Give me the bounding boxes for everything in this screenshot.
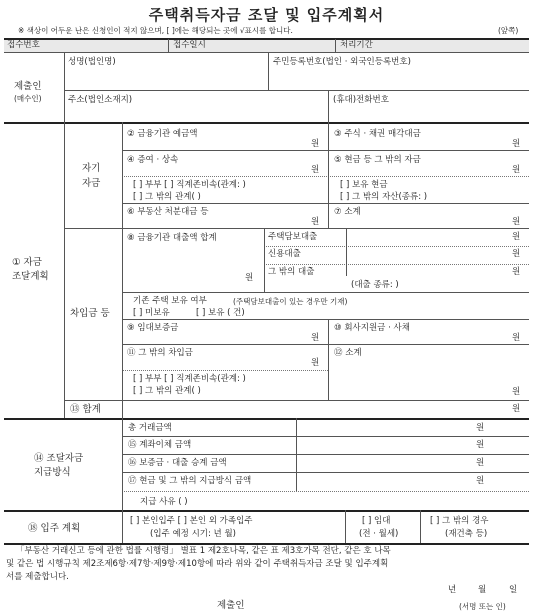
footer-submitter-label: 제출인 — [217, 600, 245, 611]
other-case-option[interactable]: [ ] 그 밖의 경우 — [430, 516, 489, 526]
submitter-bottom-border — [4, 122, 529, 124]
payment-row-4-line — [122, 491, 529, 492]
stocks-label: ③ 주식 · 채권 매각대금 — [334, 129, 421, 139]
address-phone-divider — [328, 90, 329, 122]
borrow-relation-option-1[interactable]: [ ] 부부 [ ] 직계존비속(관계: ) — [133, 374, 246, 384]
table-bottom-border — [4, 543, 529, 545]
date-day: 일 — [509, 585, 518, 595]
funding-section-label-2: 조달계획 — [12, 271, 49, 282]
other-case-sub: (재건축 등) — [445, 529, 488, 539]
cash-label: ⑤ 현금 등 그 밖의 자금 — [334, 155, 421, 165]
date-year: 년 — [448, 585, 457, 595]
property-won-unit: 원 — [311, 217, 320, 227]
payment-amount-divider — [296, 418, 297, 491]
borrowed-bottom-line — [64, 400, 529, 401]
receipt-divider-1 — [168, 39, 169, 52]
id-number-label: 주민등록번호(법인 · 외국인등록번호) — [273, 57, 411, 67]
payment-method-label-2: 지급방식 — [34, 467, 71, 478]
gift-relation-option-2[interactable]: [ ] 그 밖의 관계( ) — [133, 192, 201, 202]
mortgage-bottom-line — [264, 246, 529, 247]
lease-row-bottom-line — [122, 344, 529, 345]
page-title: 주택취득자금 조달 및 입주계획서 — [148, 6, 385, 24]
existing-house-note: (주택담보대출이 있는 경우만 기재) — [233, 297, 348, 306]
has-house-checkbox[interactable]: [ ] 보유 ( 건) — [196, 308, 245, 318]
receipt-divider-2 — [335, 39, 336, 52]
total-amount-label: 총 거래금액 — [128, 423, 172, 433]
receipt-date-label: 접수일시 — [173, 40, 206, 50]
borrowed-subtotal-won-unit: 원 — [512, 387, 521, 397]
credit-loan-label: 신용대출 — [268, 249, 301, 259]
succession-amount-label: ⑯ 보증금 · 대출 승계 금액 — [128, 458, 227, 468]
name-label: 성명(법인명) — [68, 57, 116, 67]
address-label: 주소(법인소재지) — [68, 95, 133, 105]
transfer-amount-label: ⑮ 계좌이체 금액 — [128, 440, 192, 450]
signature-field[interactable]: (서명 또는 인) — [459, 602, 506, 611]
own-funds-label: 자기 — [82, 163, 101, 174]
funding-section-label: ① 자금 — [12, 257, 42, 268]
loans-amount-divider — [346, 228, 347, 276]
own-subtotal-label: ⑦ 소계 — [334, 207, 361, 217]
move-in-plan-label: ⑱ 입주 계획 — [28, 523, 81, 534]
mortgage-label: 주택담보대출 — [268, 232, 318, 242]
payment-bottom-border — [4, 510, 529, 512]
loan-type-field[interactable]: (대출 종류: ) — [351, 280, 399, 290]
transfer-won-unit: 원 — [476, 440, 485, 450]
total-label: ⑬ 합계 — [70, 404, 101, 415]
gift-won-unit: 원 — [311, 165, 320, 175]
existing-house-bottom-line — [122, 319, 529, 320]
submitter-sublabel: (매수인) — [14, 94, 42, 103]
lease-option-sub: (전 · 월세) — [359, 529, 399, 539]
row-4-bottom-line — [122, 203, 529, 204]
payment-row-3-line — [122, 472, 529, 473]
subsection-label-divider — [122, 122, 123, 400]
row-2-bottom-line — [122, 150, 529, 151]
gift-relation-option-1[interactable]: [ ] 부부 [ ] 직계존비속(관계: ) — [133, 180, 246, 190]
gift-label: ④ 증여 · 상속 — [127, 155, 179, 165]
deposit-won-unit: 원 — [311, 139, 320, 149]
own-funds-column-divider — [328, 122, 329, 228]
stocks-won-unit: 원 — [512, 139, 521, 149]
receipt-row-background — [4, 39, 529, 52]
own-subtotal-won-unit: 원 — [512, 217, 521, 227]
loans-column-divider — [264, 228, 265, 292]
credit-loan-won-unit: 원 — [512, 249, 521, 259]
phone-label: (휴대)전화번호 — [333, 95, 389, 105]
move-in-divider-2 — [420, 510, 421, 543]
submitter-label-divider — [64, 52, 65, 122]
other-loan-label: 그 밖의 대출 — [268, 267, 315, 277]
credit-bottom-line — [264, 264, 529, 265]
cash-option-held[interactable]: [ ] 보유 현금 — [340, 180, 388, 190]
total-won-unit: 원 — [512, 404, 521, 414]
funding-label-divider — [64, 122, 65, 418]
legal-text-line-2: 및 같은 법 시행규칙 제2조제6항·제7항·제9항·제10항에 따라 위와 같이 주택취득자금 조달 및 입주계획 — [6, 559, 389, 569]
payment-reason-field[interactable]: 지급 사유 ( ) — [140, 497, 188, 507]
row-4-divider — [122, 176, 529, 177]
borrowed-funds-label: 차입금 등 — [70, 308, 110, 319]
loans-bottom-line — [122, 292, 529, 293]
borrow-relation-option-2[interactable]: [ ] 그 밖의 관계( ) — [133, 386, 201, 396]
page-side-label: (앞쪽) — [498, 26, 519, 35]
lease-option[interactable]: [ ] 임대 — [362, 516, 391, 526]
mortgage-won-unit: 원 — [512, 232, 521, 242]
cash-won-unit: 원 — [512, 165, 521, 175]
company-support-won-unit: 원 — [512, 333, 521, 343]
existing-house-label: 기존 주택 보유 여부 — [133, 296, 207, 306]
other-borrowing-label: ⑪ 그 밖의 차입금 — [127, 348, 193, 358]
loans-total-label: ⑧ 금융기관 대출액 합계 — [127, 233, 217, 243]
cash-option-other-assets[interactable]: [ ] 그 밖의 자산(종류: ) — [340, 192, 428, 202]
receipt-number-label: 접수번호 — [7, 40, 40, 50]
self-move-in-option[interactable]: [ ] 본인입주 [ ] 본인 외 가족입주 — [130, 516, 253, 526]
move-in-divider-1 — [345, 510, 346, 543]
other-loan-won-unit: 원 — [512, 267, 521, 277]
loans-total-won-unit: 원 — [245, 273, 254, 283]
total-row-divider — [122, 400, 123, 418]
company-support-label: ⑩ 회사지원금 · 사채 — [334, 323, 410, 333]
succession-won-unit: 원 — [476, 458, 485, 468]
other-borrow-divider — [122, 370, 328, 371]
lease-deposit-label: ⑨ 임대보증금 — [127, 323, 179, 333]
total-amount-won-unit: 원 — [476, 423, 485, 433]
borrowed-subtotal-label: ⑫ 소계 — [334, 348, 362, 358]
move-in-schedule: (입주 예정 시기: 년 월) — [150, 529, 236, 539]
submitter-label: 제출인 — [14, 81, 42, 92]
no-house-checkbox[interactable]: [ ] 미보유 — [133, 308, 170, 318]
property-sale-label: ⑥ 부동산 처분대금 등 — [127, 207, 209, 217]
name-id-divider — [268, 52, 269, 90]
own-funds-label-2: 자금 — [82, 178, 101, 189]
cash-other-amount-label: ⑰ 현금 및 그 밖의 지급방식 금액 — [128, 476, 252, 486]
processing-period-label: 처리기간 — [340, 40, 373, 50]
payment-row-1-line — [122, 436, 529, 437]
date-month: 월 — [478, 585, 487, 595]
payment-label-divider — [122, 418, 123, 543]
deposit-label: ② 금융기관 예금액 — [127, 129, 198, 139]
legal-text-line-3: 서를 제출합니다. — [6, 572, 69, 582]
table-top-border — [4, 38, 529, 40]
other-borrowing-won-unit: 원 — [311, 358, 320, 368]
name-row-bottom-line — [64, 90, 529, 91]
receipt-bottom-line — [4, 52, 529, 53]
borrowed-column-divider — [328, 319, 329, 400]
legal-text-line-1: 「부동산 거래신고 등에 관한 법률 시행령」 별표 1 제2호나목, 같은 표 제3호가목 전단, 같은 호 나목 — [16, 546, 391, 556]
funding-bottom-border — [4, 418, 529, 420]
cash-other-won-unit: 원 — [476, 476, 485, 486]
payment-method-label: ⑭ 조달자금 — [34, 453, 84, 464]
lease-deposit-won-unit: 원 — [311, 333, 320, 343]
payment-row-2-line — [122, 454, 529, 455]
own-funds-bottom-line — [64, 228, 529, 229]
notice-text: ※ 색상이 어두운 난은 신청인이 적지 않으며, [ ]에는 해당되는 곳에 √표시를 합니다. — [18, 26, 293, 35]
